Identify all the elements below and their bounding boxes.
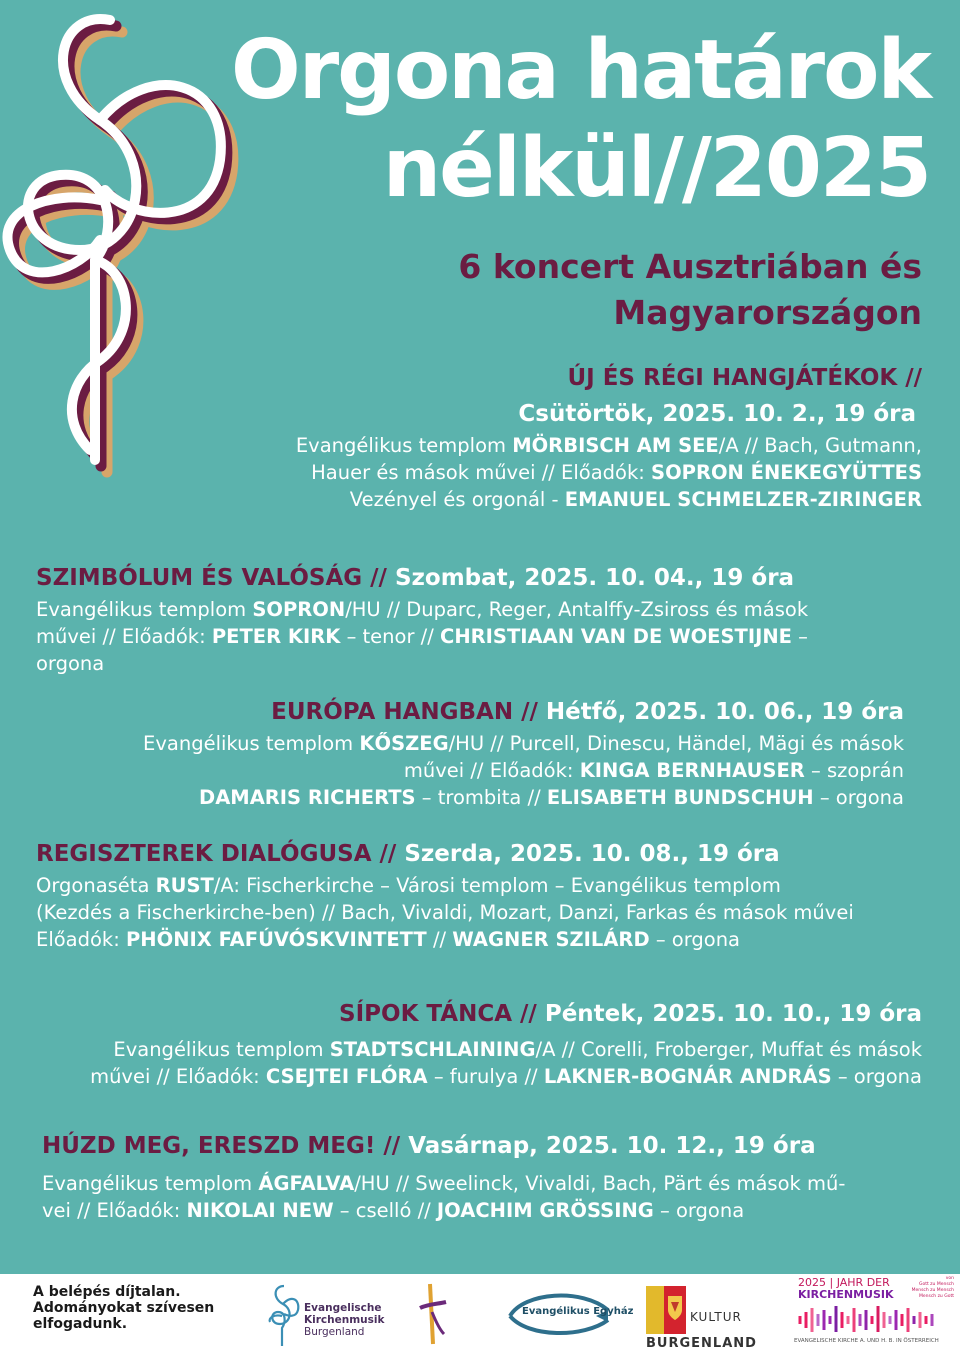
concert-3-line-1: Evangélikus templom KŐSZEG/HU // Purcell, Dinescu, Händel, Mägi és mások xyxy=(143,732,904,755)
concert-1-venue: MÖRBISCH AM SEE xyxy=(512,434,719,457)
concert-2-line-1: Evangélikus templom SOPRON/HU // Duparc, Reger, Antalffy-Zsiross és mások xyxy=(36,598,809,621)
coat-of-arms-icon xyxy=(666,1294,684,1322)
concert-1 xyxy=(200,362,922,513)
concert-6-date: Vasárnap, 2025. 10. 12., 19 óra xyxy=(400,1133,816,1159)
concert-6-line-2: vei // Előadók: NIKOLAI NEW – cselló // JOACHIM GRÖSSING – orgona xyxy=(42,1199,745,1222)
concert-6 xyxy=(42,1130,942,1224)
concert-4-name: REGISZTEREK DIALÓGUSA // xyxy=(36,841,397,867)
title-line-1: Orgona határok xyxy=(231,23,930,118)
concert-4-venue: RUST xyxy=(155,874,214,897)
kirchenmusik-burgenland-logo: Evangelische Kirchenmusik Burgenland xyxy=(266,1282,396,1352)
concert-1-performer-1: SOPRON ÉNEKEGYÜTTES xyxy=(651,461,922,484)
concert-4-performer-1: PHÖNIX FAFÚVÓSKVINTETT xyxy=(126,928,427,951)
concert-5 xyxy=(10,998,922,1090)
concert-5-performer-1: CSEJTEI FLÓRA xyxy=(265,1065,428,1088)
clef-cross-small-icon xyxy=(266,1282,300,1348)
concert-2-name: SZIMBÓLUM ÉS VALÓSÁG // xyxy=(36,565,387,591)
concert-3-name: EURÓPA HANGBAN // xyxy=(271,699,538,725)
concert-4-line-1: Orgonaséta RUST/A: Fischerkirche – Városi templom – Evangélikus templom xyxy=(36,874,781,897)
concert-2-line-2: művei // Előadók: PETER KIRK – tenor // CHRISTIAAN VAN DE WOESTIJNE – xyxy=(36,625,808,648)
subtitle xyxy=(322,244,922,336)
subtitle-line-2: Magyarországon xyxy=(613,293,922,332)
concert-5-date: Péntek, 2025. 10. 10., 19 óra xyxy=(536,1001,922,1027)
evangelikus-egyhaz-logo: Evangélikus Egyház xyxy=(504,1286,614,1342)
concert-3-date: Hétfő, 2025. 10. 06., 19 óra xyxy=(537,699,904,725)
concert-2-date: Szombat, 2025. 10. 04., 19 óra xyxy=(386,565,795,591)
concert-1-line-2: Hauer és mások művei // Előadók: SOPRON ÉNEKEGYÜTTES xyxy=(311,461,922,484)
flag-yellow-stripe xyxy=(646,1286,664,1334)
concert-6-performer-1: NIKOLAI NEW xyxy=(186,1199,334,1222)
concert-3-venue: KŐSZEG xyxy=(359,732,449,755)
concert-2-performer-2: CHRISTIAAN VAN DE WOESTIJNE xyxy=(440,625,792,648)
title-line-2: nélkül//2025 xyxy=(382,121,930,216)
concert-5-performer-2: LAKNER-BOGNÁR ANDRÁS xyxy=(543,1065,832,1088)
subtitle-line-1: 6 koncert Ausztriában és xyxy=(458,247,922,286)
soundwave-icon xyxy=(796,1304,946,1334)
concert-2 xyxy=(36,562,936,677)
concert-1-name: ÚJ ÉS RÉGI HANGJÁTÉKOK // xyxy=(567,365,922,391)
concert-6-name: HÚZD MEG, ERESZD MEG! // xyxy=(42,1133,401,1159)
cross-logo-icon xyxy=(418,1282,448,1348)
free-entry-note: A belépés díjtalan. Adományokat szívesen elfogadunk. xyxy=(33,1284,215,1332)
concert-6-performer-2: JOACHIM GRÖSSING xyxy=(436,1199,654,1222)
concert-3-performer-3: ELISABETH BUNDSCHUH xyxy=(546,786,814,809)
jahr-der-kirchenmusik-logo: 2025 | JAHR DER KIRCHENMUSIK von Gott zu Mensch Mensch zu Mensch Mensch zu Gott EVANGELISCHE KIRCHE A. UND H. B. IN ÖSTERREICH xyxy=(794,1276,954,1344)
concert-5-name: SÍPOK TÁNCA // xyxy=(339,1001,537,1027)
concert-5-line-2: művei // Előadók: CSEJTEI FLÓRA – furulya // LAKNER-BOGNÁR ANDRÁS – orgona xyxy=(90,1065,922,1088)
page-title xyxy=(170,22,930,218)
concert-2-venue: SOPRON xyxy=(252,598,346,621)
concert-5-venue: STADTSCHLAINING xyxy=(329,1038,536,1061)
concert-3-performer-2: DAMARIS RICHERTS xyxy=(199,786,416,809)
concert-4-date: Szerda, 2025. 10. 08., 19 óra xyxy=(396,841,780,867)
concert-1-line-1: Evangélikus templom MÖRBISCH AM SEE/A // Bach, Gutmann, xyxy=(295,434,922,457)
concert-3-line-3: DAMARIS RICHERTS – trombita // ELISABETH BUNDSCHUH – orgona xyxy=(199,786,904,809)
kultur-burgenland-logo: KULTUR BURGENLAND xyxy=(646,1284,758,1348)
concert-2-performer-1: PETER KIRK xyxy=(211,625,341,648)
concert-2-line-3: orgona xyxy=(36,652,105,675)
footer-bar xyxy=(0,1274,960,1358)
concert-3-performer-1: KINGA BERNHAUSER xyxy=(579,759,805,782)
concert-1-line-3: Vezényel és orgonál - EMANUEL SCHMELZER-ZIRINGER xyxy=(349,488,922,511)
concert-4-line-2: (Kezdés a Fischerkirche-ben) // Bach, Vivaldi, Mozart, Danzi, Farkas és mások művei xyxy=(36,901,854,924)
concert-6-venue: ÁGFALVA xyxy=(258,1172,355,1195)
concert-1-performer-2: EMANUEL SCHMELZER-ZIRINGER xyxy=(564,488,922,511)
concert-6-line-1: Evangélikus templom ÁGFALVA/HU // Sweelinck, Vivaldi, Bach, Pärt és mások mű- xyxy=(42,1172,846,1195)
concert-4-line-3: Előadók: PHÖNIX FAFÚVÓSKVINTETT // WAGNER SZILÁRD – orgona xyxy=(36,928,741,951)
concert-1-date: Csütörtök, 2025. 10. 2., 19 óra xyxy=(518,401,916,427)
concert-4 xyxy=(36,838,946,953)
motto: von Gott zu Mensch Mensch zu Mensch Mensch zu Gott xyxy=(911,1276,954,1299)
concert-5-line-1: Evangélikus templom STADTSCHLAINING/A // Corelli, Froberger, Muffat és mások xyxy=(113,1038,922,1061)
concert-3 xyxy=(40,696,904,811)
concert-4-performer-2: WAGNER SZILÁRD xyxy=(452,928,650,951)
concert-3-line-2: művei // Előadók: KINGA BERNHAUSER – szoprán xyxy=(403,759,904,782)
